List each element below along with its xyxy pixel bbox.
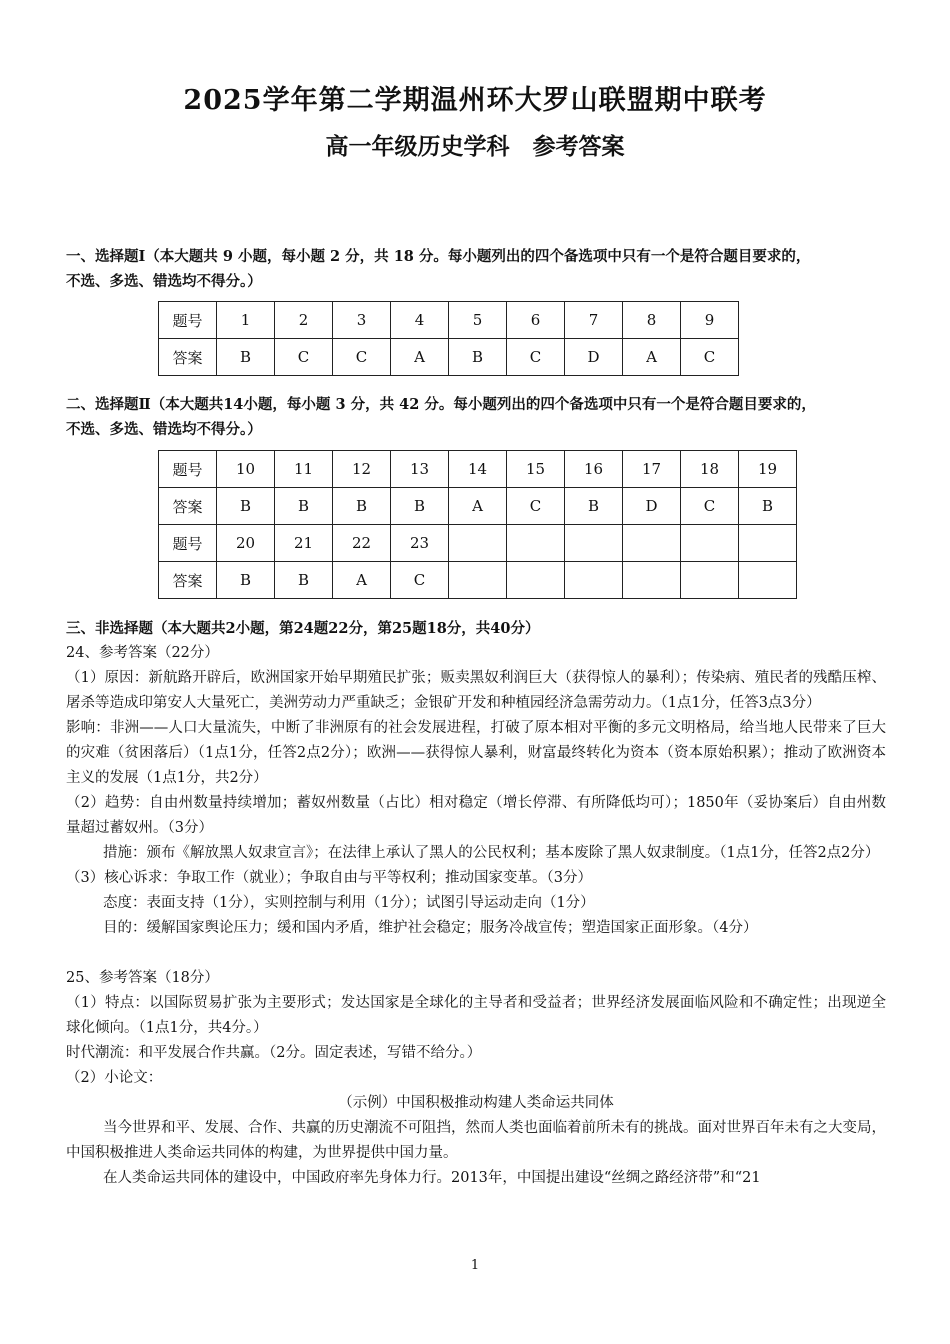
answer-table-2	[158, 450, 797, 599]
table-cell: B	[217, 339, 275, 376]
table-cell: 23	[391, 525, 449, 562]
section1-heading-line1: 一、选择题Ⅰ（本大题共 9 小题，每小题 2 分，共 18 分。每小题列出的四个备选项中只有一个是符合题目要求的，	[66, 248, 811, 265]
section2-heading-line2: 不选、多选、错选均不得分。）	[66, 421, 262, 438]
table-cell: 4	[391, 302, 449, 339]
table-row	[159, 488, 797, 525]
table-cell: C	[275, 339, 333, 376]
section1-heading-line2: 不选、多选、错选均不得分。）	[66, 273, 262, 290]
table-cell	[449, 562, 507, 599]
table-cell	[623, 562, 681, 599]
page-subtitle: 高一年级历史学科 参考答案	[325, 133, 625, 160]
table-cell: 17	[623, 451, 681, 488]
table-cell	[565, 562, 623, 599]
table-cell: D	[623, 488, 681, 525]
row-header-cell: 答案	[159, 562, 217, 599]
section1-heading	[66, 244, 886, 294]
table-cell: B	[217, 488, 275, 525]
table-cell: A	[449, 488, 507, 525]
table-cell	[623, 525, 681, 562]
q24-part1-impact: 影响：非洲——人口大量流失，中断了非洲原有的社会发展进程，打破了原本相对平衡的多元文明格局，给当地人民带来了巨大的灾难（贫困落后）（1点1分，任答2点2分）；欧洲——获得惊人暴利，财富最终转化为资本（资本原始积累）；推动了欧洲资本主义的发展（1点1分，共2分）	[66, 720, 886, 786]
table-cell: C	[681, 339, 739, 376]
table-cell: 20	[217, 525, 275, 562]
table-cell: 21	[275, 525, 333, 562]
table-row	[159, 339, 739, 376]
table-cell: 14	[449, 451, 507, 488]
table-cell	[739, 562, 797, 599]
row-header-cell: 题号	[159, 302, 217, 339]
table-cell: B	[275, 488, 333, 525]
table-cell: 6	[507, 302, 565, 339]
table-row	[159, 302, 739, 339]
row-header-cell: 答案	[159, 339, 217, 376]
table-cell: 9	[681, 302, 739, 339]
table-cell	[507, 525, 565, 562]
table-cell: 18	[681, 451, 739, 488]
essay-paragraph-1: 当今世界和平、发展、合作、共赢的历史潮流不可阻挡，然而人类也面临着前所未有的挑战。面对世界百年未有之大变局，中国积极推进人类命运共同体的构建，为世界提供中国力量。	[66, 1120, 886, 1161]
table-cell: 15	[507, 451, 565, 488]
table-cell: C	[391, 562, 449, 599]
q24-heading: 24、参考答案（22分）	[66, 645, 219, 661]
table-cell: 7	[565, 302, 623, 339]
table-cell	[681, 562, 739, 599]
page-number: 1	[470, 1258, 480, 1273]
table-cell: B	[333, 488, 391, 525]
table-row	[159, 562, 797, 599]
section3-body	[66, 641, 886, 1191]
table-cell: C	[507, 488, 565, 525]
table-cell: 12	[333, 451, 391, 488]
q25-part1-trend: 时代潮流：和平发展合作共赢。（2分。固定表述，写错不给分。）	[66, 1045, 482, 1061]
table-cell	[565, 525, 623, 562]
row-header-cell: 题号	[159, 451, 217, 488]
table-cell: A	[391, 339, 449, 376]
row-header-cell: 题号	[159, 525, 217, 562]
table-cell: 19	[739, 451, 797, 488]
q25-part2-label: （2）小论文：	[66, 1070, 163, 1086]
table-cell: 22	[333, 525, 391, 562]
q25-heading: 25、参考答案（18分）	[66, 970, 219, 986]
table-cell	[739, 525, 797, 562]
table-cell	[681, 525, 739, 562]
q25-part1-features: （1）特点：以国际贸易扩张为主要形式；发达国家是全球化的主导者和受益者；世界经济发展面临风险和不确定性；出现逆全球化倾向。（1点1分，共4分。）	[66, 995, 886, 1036]
table-cell: 10	[217, 451, 275, 488]
table-cell: B	[217, 562, 275, 599]
table-row	[159, 525, 797, 562]
section2-heading	[66, 392, 886, 442]
q24-part3-demands: （3）核心诉求：争取工作（就业）；争取自由与平等权利；推动国家变革。（3分）	[66, 870, 592, 886]
table-cell: A	[623, 339, 681, 376]
table-row	[159, 451, 797, 488]
table-cell: 16	[565, 451, 623, 488]
q24-part2-measures: 措施：颁布《解放黑人奴隶宣言》；在法律上承认了黑人的公民权利；基本废除了黑人奴隶制度。（1点1分，任答2点2分）	[103, 845, 880, 861]
table-cell: C	[681, 488, 739, 525]
table-cell: B	[391, 488, 449, 525]
table-cell: C	[333, 339, 391, 376]
table-cell: B	[739, 488, 797, 525]
section3-heading: 三、非选择题（本大题共2小题，第24题22分，第25题18分，共40分）	[66, 620, 540, 637]
table-cell: 3	[333, 302, 391, 339]
section2-heading-line1: 二、选择题Ⅱ（本大题共14小题，每小题 3 分，共 42 分。每小题列出的四个备选项中只有一个是符合题目要求的，	[66, 396, 816, 413]
table-cell	[449, 525, 507, 562]
table-cell: D	[565, 339, 623, 376]
table-cell: 13	[391, 451, 449, 488]
table-cell: B	[565, 488, 623, 525]
table-cell: B	[449, 339, 507, 376]
table-cell	[507, 562, 565, 599]
q24-part3-purpose: 目的：缓解国家舆论压力；缓和国内矛盾，维护社会稳定；服务冷战宣传；塑造国家正面形象。（4分）	[103, 920, 758, 936]
table-cell: 8	[623, 302, 681, 339]
table-cell: A	[333, 562, 391, 599]
table-cell: B	[275, 562, 333, 599]
q24-part3-attitude: 态度：表面支持（1分），实则控制与利用（1分）；试图引导运动走向（1分）	[103, 895, 595, 911]
row-header-cell: 答案	[159, 488, 217, 525]
page-title: 2025学年第二学期温州环大罗山联盟期中联考	[183, 85, 767, 116]
essay-title: （示例）中国积极推动构建人类命运共同体	[338, 1095, 614, 1111]
table-cell: C	[507, 339, 565, 376]
q24-part2-trend: （2）趋势：自由州数量持续增加；蓄奴州数量（占比）相对稳定（增长停滞、有所降低均可）；1850年（妥协案后）自由州数量超过蓄奴州。（3分）	[66, 795, 886, 836]
answer-table-1	[158, 301, 739, 376]
table-cell: 11	[275, 451, 333, 488]
table-cell: 1	[217, 302, 275, 339]
table-cell: 5	[449, 302, 507, 339]
table-cell: 2	[275, 302, 333, 339]
q24-part1-reasons: （1）原因：新航路开辟后，欧洲国家开始早期殖民扩张；贩卖黑奴利润巨大（获得惊人的暴利）；传染病、殖民者的残酷压榨、屠杀等造成印第安人大量死亡，美洲劳动力严重缺乏；金银矿开发和种植园经济急需劳动力。（1点1分，任答3点3分）	[66, 670, 886, 711]
essay-paragraph-2: 在人类命运共同体的建设中，中国政府率先身体力行。2013年，中国提出建设“丝绸之路经济带”和“21	[103, 1170, 761, 1186]
